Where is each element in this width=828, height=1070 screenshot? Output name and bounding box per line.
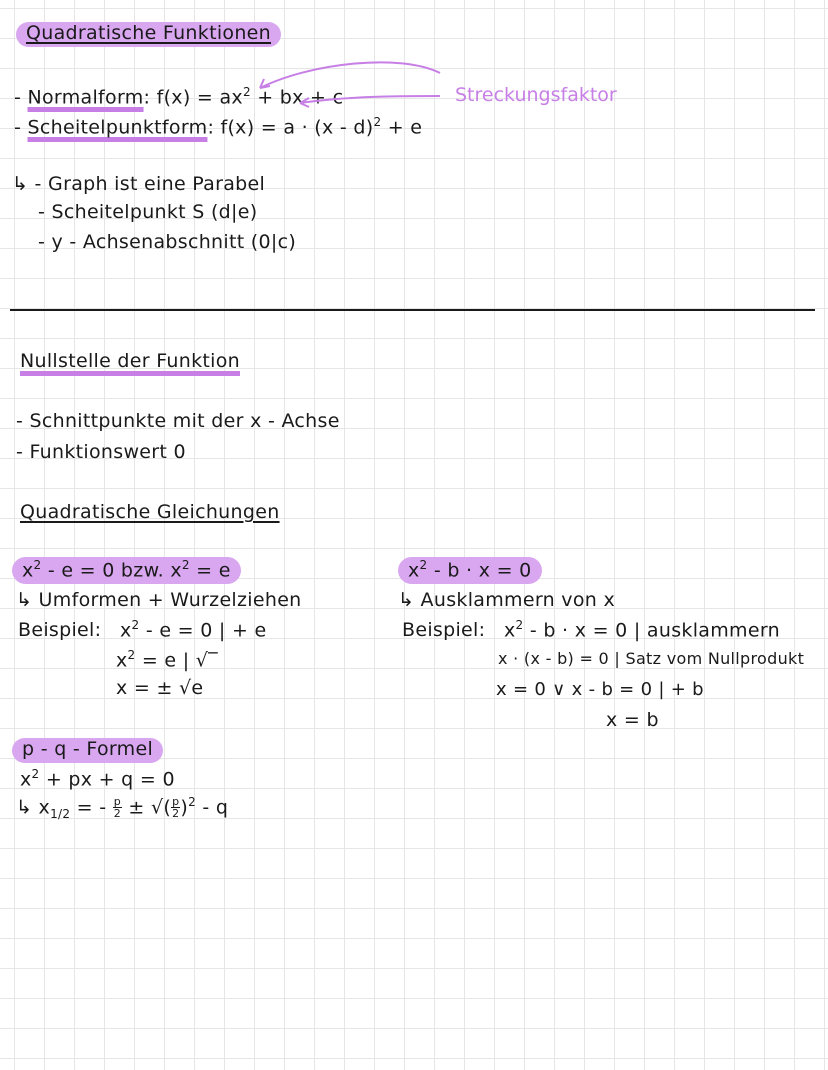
exponent: 2 (373, 115, 382, 129)
var-x: x (408, 559, 420, 582)
scheitelform-label: Scheitelpunktform (27, 116, 208, 139)
left-case-heading (12, 557, 241, 584)
arrow-to-a-normalform (260, 62, 440, 88)
solution-prefix: ↳ x (16, 796, 51, 819)
right-case-method: ↳ Ausklammern von x (398, 589, 615, 611)
exponent: 2 (131, 618, 140, 632)
var-x: x (504, 619, 516, 642)
exponent: 2 (188, 795, 197, 809)
left-example-line-3: x = ± √e (116, 677, 204, 699)
exponent: 2 (419, 558, 428, 572)
var-x: x (116, 649, 128, 672)
right-example-line-2: x · (x - b) = 0 | Satz vom Nullprodukt (498, 649, 805, 668)
exponent: 2 (515, 618, 524, 632)
numerator: p (172, 795, 180, 809)
var-x: x (120, 619, 132, 642)
scheitelpunkt-item: - Scheitelpunkt S (d|e) (38, 201, 258, 223)
var-x: x (22, 559, 34, 582)
quadratische-gleichungen-title: Quadratische Gleichungen (20, 501, 280, 523)
var-x: x (20, 768, 32, 791)
nullstelle-item-1: - Schnittpunkte mit der x - Achse (16, 410, 340, 432)
right-example-label: Beispiel: (402, 619, 486, 641)
pq-formel-heading: p - q - Formel (12, 738, 163, 763)
normalform-formula-b: + bx + c (250, 86, 344, 109)
dash: - (14, 116, 22, 139)
line-rest: - e = 0 | + e (139, 619, 267, 642)
right-example-line-3: x = 0 ∨ x - b = 0 | + b (496, 679, 704, 700)
arrow-to-a-scheitel (300, 96, 440, 103)
annotation-arrows (230, 58, 460, 118)
heading-middle: - e = 0 bzw. x (41, 559, 182, 582)
exponent: 2 (33, 558, 42, 572)
numerator: p (113, 795, 122, 809)
right-case-heading (398, 557, 542, 584)
equation-rest: + px + q = 0 (39, 768, 175, 791)
subscript: 1/2 (50, 807, 71, 822)
line-rest: = e | √‾ (135, 649, 218, 672)
dash: - (14, 86, 22, 109)
y-achsenabschnitt-item: - y - Achsenabschnitt (0|c) (38, 231, 297, 253)
close-paren: ) (180, 796, 189, 819)
exponent: 2 (127, 648, 136, 662)
right-example-line-4: x = b (606, 709, 659, 731)
p-half-fraction (113, 796, 122, 819)
scheitelform-line (14, 116, 422, 137)
graph-parabel-item: ↳ - Graph ist eine Parabel (12, 173, 266, 195)
nullstelle-title: Nullstelle der Funktion (20, 350, 241, 372)
denominator: 2 (113, 807, 122, 821)
denominator: 2 (172, 807, 180, 821)
exponent: 2 (242, 85, 251, 99)
page-title: Quadratische Funktionen (16, 22, 281, 47)
section-divider (10, 309, 815, 311)
scheitelform-formula-a: : f(x) = a · (x - d) (207, 116, 374, 139)
right-example-line-1 (504, 619, 780, 640)
exponent: 2 (181, 558, 190, 572)
left-example-line-2 (116, 649, 218, 670)
heading-rest: - b · x = 0 (427, 559, 532, 582)
heading-end: = e (189, 559, 231, 582)
left-case-method: ↳ Umformen + Wurzelziehen (16, 589, 302, 611)
pq-solution (16, 796, 228, 820)
left-example-label: Beispiel: (18, 619, 102, 641)
exponent: 2 (31, 767, 40, 781)
nullstelle-item-2: - Funktionswert 0 (16, 441, 186, 463)
plus-minus-root: ± √( (122, 796, 172, 819)
solution-equals: = - (70, 796, 113, 819)
line-rest: - b · x = 0 | ausklammern (523, 619, 780, 642)
minus-q: - q (196, 796, 229, 819)
pq-equation (20, 768, 175, 789)
streckungsfaktor-annotation: Streckungsfaktor (455, 84, 617, 106)
normalform-label: Normalform (27, 86, 144, 109)
scheitelform-formula-b: + e (381, 116, 423, 139)
p-half-fraction (171, 796, 180, 819)
left-example-line-1 (120, 619, 267, 640)
normalform-formula-a: : f(x) = ax (143, 86, 243, 109)
